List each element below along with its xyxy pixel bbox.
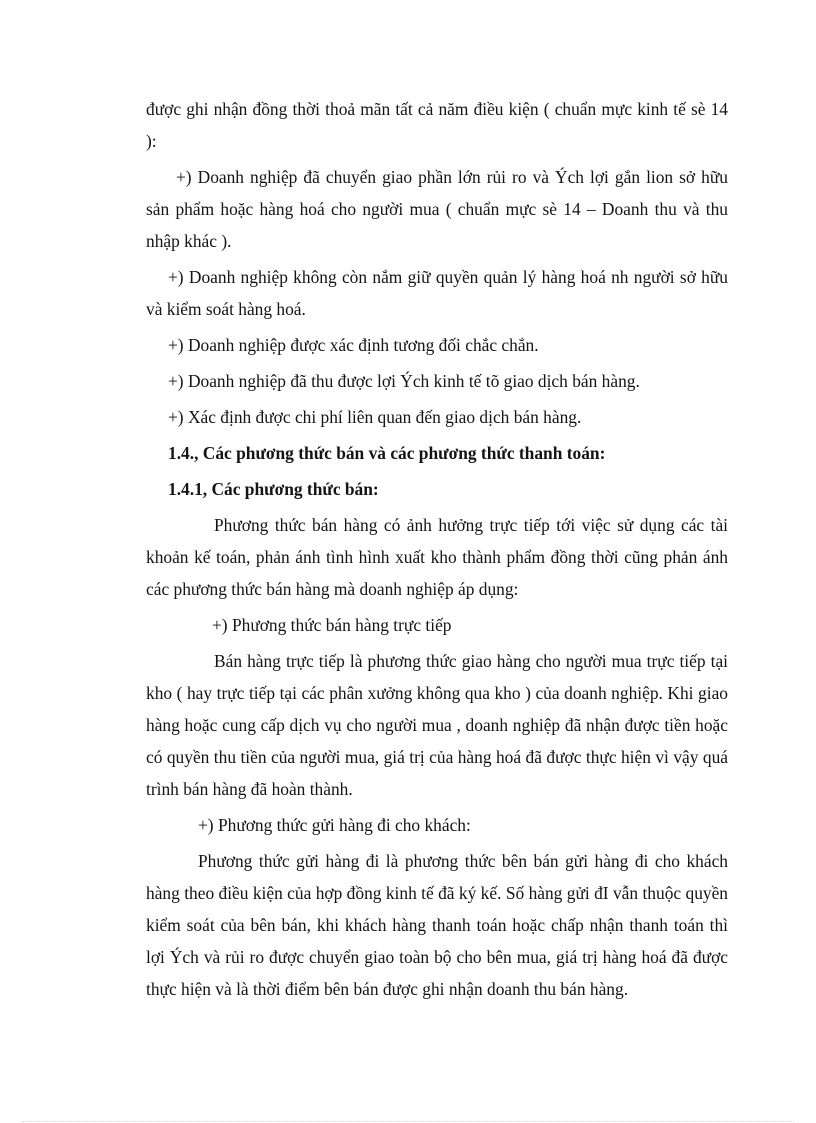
paragraph-condition-benefit-received: +) Doanh nghiệp đã thu được lợi Ých kinh tế tõ giao dịch bán hàng. <box>168 371 640 391</box>
document-body <box>146 93 728 1009</box>
paragraph-sales-methods-intro: Phương thức bán hàng có ảnh hưởng trực tiếp tới việc sử dụng các tài khoản kế toán, phản ánh tình hình xuất kho thành phẩm đồng thời cũng phản ánh các phương thức bán hàng mà doanh nghiệp áp dụng: <box>146 515 728 599</box>
paragraph-direct-sales-description: Bán hàng trực tiếp là phương thức giao hàng cho người mua trực tiếp tại kho ( hay trực tiếp tại các phân xưởng không qua kho ) của doanh nghiệp. Khi giao hàng hoặc cung cấp dịch vụ cho người mua , doanh nghiệp đã nhận được tiền hoặc có quyền thu tiền của người mua, giá trị của hàng hoá đã được thực hiện vì vậy quá trình bán hàng đã hoàn thành. <box>146 651 728 799</box>
section-heading-1-4-1: 1.4.1, Các phương thức bán: <box>168 479 379 499</box>
section-heading-1-4: 1.4., Các phương thức bán và các phương thức thanh toán: <box>168 443 606 463</box>
paragraph-condition-cost-determined: +) Xác định được chi phí liên quan đến giao dịch bán hàng. <box>168 407 582 427</box>
paragraph-condition-revenue-determined: +) Doanh nghiệp được xác định tương đối chắc chắn. <box>168 335 539 355</box>
paragraph-consignment-title: +) Phương thức gửi hàng đi cho khách: <box>198 815 471 835</box>
paragraph-consignment-description: Phương thức gửi hàng đi là phương thức bên bán gửi hàng đi cho khách hàng theo điều kiện của hợp đồng kinh tế đã ký kế. Số hàng gửi đI vẫn thuộc quyền kiểm soát của bên bán, khi khách hàng thanh toán hoặc chấp nhận thanh toán thì lợi Ých và rủi ro được chuyển giao toàn bộ cho bên mua, giá trị hàng hoá đã được thực hiện và là thời điểm bên bán được ghi nhận doanh thu bán hàng. <box>146 851 728 999</box>
paragraph-conditions-intro: được ghi nhận đồng thời thoả mãn tất cả năm điều kiện ( chuẩn mực kinh tế sè 14 ): <box>146 99 728 151</box>
paragraph-condition-risk-transfer: +) Doanh nghiệp đã chuyển giao phần lớn rủi ro và Ých lợi gắn lion sở hữu sản phẩm hoặc hàng hoá cho người mua ( chuẩn mực sè 14 – Doanh thu và thu nhập khác ). <box>146 167 728 251</box>
paragraph-condition-no-control: +) Doanh nghiệp không còn nắm giữ quyền quản lý hàng hoá nh người sở hữu và kiểm soát hàng hoá. <box>146 267 728 319</box>
paragraph-direct-sales-title: +) Phương thức bán hàng trực tiếp <box>212 615 452 635</box>
page-bottom-divider <box>22 1121 794 1122</box>
